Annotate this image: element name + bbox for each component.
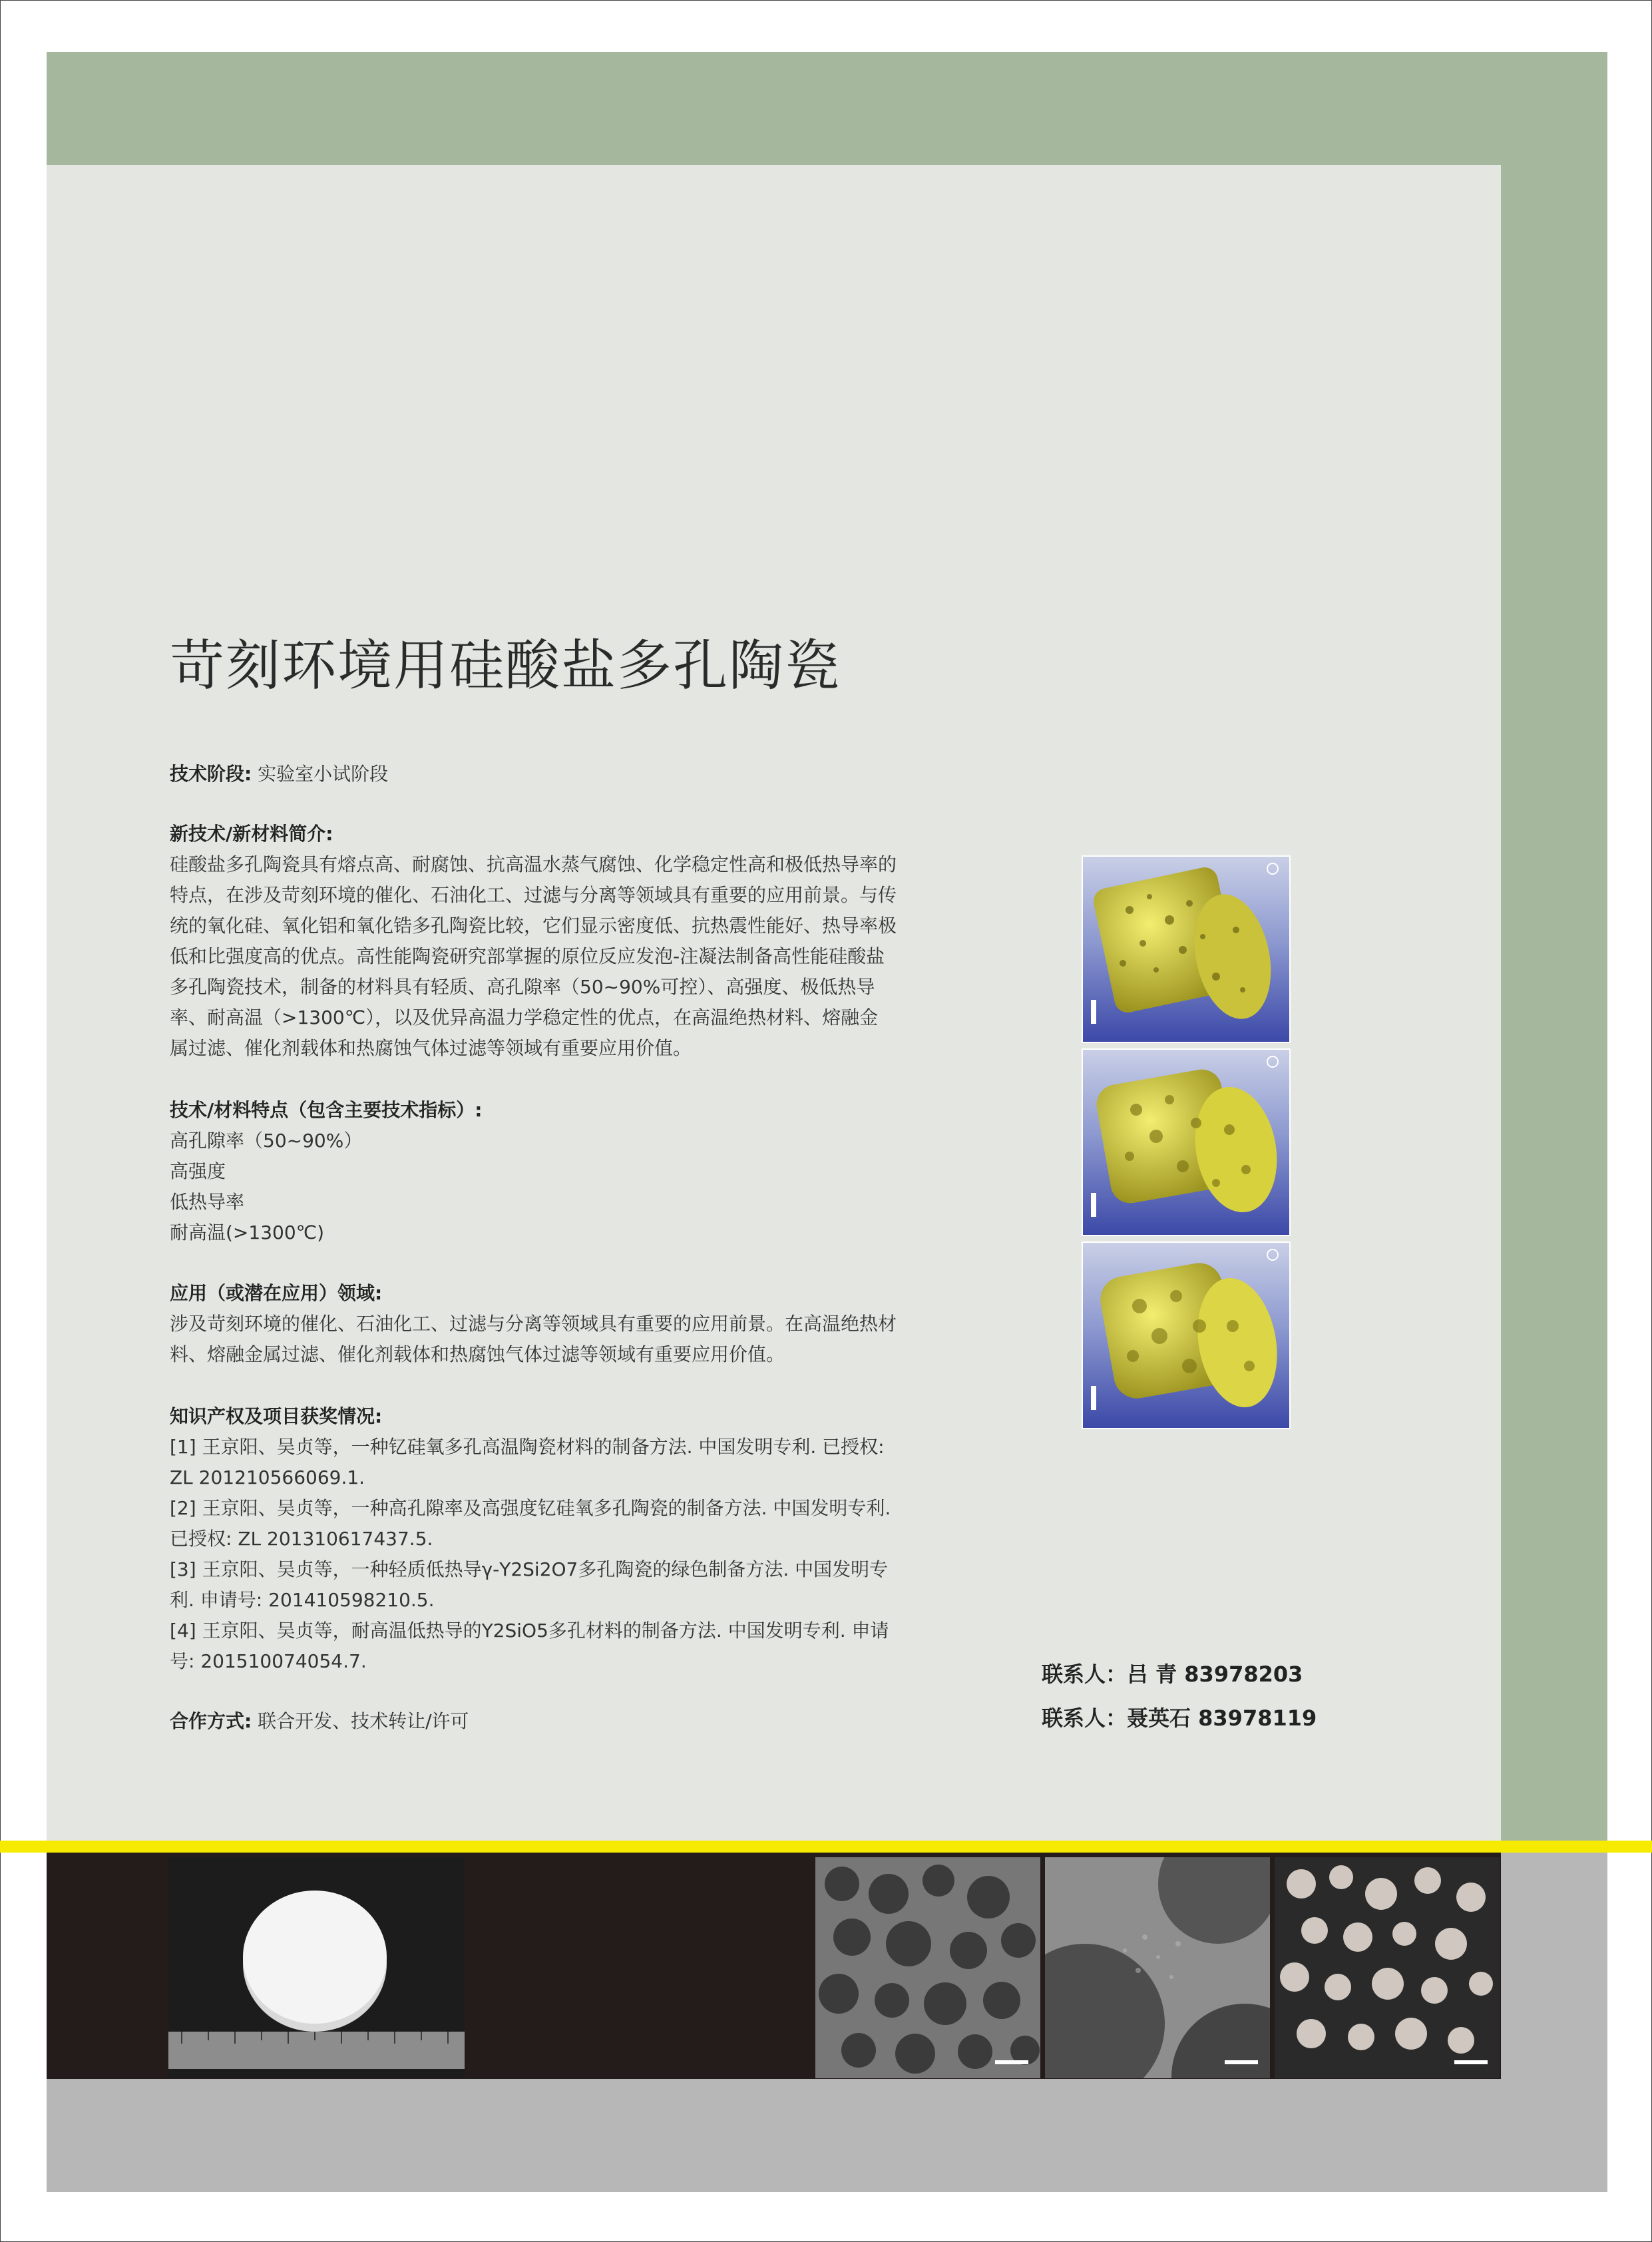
- ip-line: [1] 王京阳、吴贞等，一种钇硅氧多孔高温陶瓷材料的制备方法. 中国发明专利. 已授权:: [170, 1436, 885, 1458]
- intro-section: [170, 819, 935, 1064]
- intro-line: 率、耐高温（>1300℃），以及优异高温力学稳定性的优点，在高温绝热材料、熔融金: [170, 1007, 879, 1028]
- ip-line: [2] 王京阳、吴贞等，一种高孔隙率及高强度钇硅氧多孔陶瓷的制备方法. 中国发明专利.: [170, 1497, 891, 1519]
- contact-line: 联系人：聂英石 83978119: [1042, 1705, 1317, 1731]
- feature-item: 高强度: [170, 1160, 226, 1182]
- ip-line: [3] 王京阳、吴贞等，一种轻质低热导γ-Y2Si2O7多孔陶瓷的绿色制备方法. 中国发明专: [170, 1558, 889, 1580]
- foam-render-b: [1082, 1048, 1291, 1236]
- features-section: [170, 1095, 935, 1248]
- features-heading: 技术/材料特点（包含主要技术指标）:: [170, 1099, 483, 1121]
- intro-line: 属过滤、催化剂载体和热腐蚀气体过滤等领域有重要应用价值。: [170, 1037, 692, 1059]
- cooperation: [170, 1706, 935, 1737]
- cooperation-label: 合作方式:: [170, 1710, 252, 1732]
- tech-stage-label: 技术阶段:: [170, 763, 252, 785]
- applications-heading: 应用（或潜在应用）领域:: [170, 1282, 383, 1304]
- feature-item: 低热导率: [170, 1191, 245, 1213]
- intro-line: 硅酸盐多孔陶瓷具有熔点高、耐腐蚀、抗高温水蒸气腐蚀、化学稳定性高和极低热导率的: [170, 853, 897, 875]
- intro-line: 特点，在涉及苛刻环境的催化、石油化工、过滤与分离等领域具有重要的应用前景。与传: [170, 884, 897, 906]
- feature-item: 高孔隙率（50~90%）: [170, 1130, 363, 1152]
- ip-line: [4] 王京阳、吴贞等，耐高温低热导的Y2SiO5多孔材料的制备方法. 中国发明专利. 申请: [170, 1620, 889, 1642]
- applications-line: 料、熔融金属过滤、催化剂载体和热腐蚀气体过滤等领域有重要应用价值。: [170, 1343, 785, 1365]
- intro-line: 多孔陶瓷技术，制备的材料具有轻质、高孔隙率（50~90%可控）、高强度、极低热导: [170, 976, 875, 998]
- ip-line: 利. 申请号: 201410598210.5.: [170, 1589, 435, 1611]
- applications-section: [170, 1278, 935, 1370]
- ip-line: 已授权: ZL 201310617437.5.: [170, 1528, 433, 1550]
- foam-render-a: [1082, 855, 1291, 1043]
- intro-heading: 新技术/新材料简介:: [170, 823, 333, 845]
- intro-line: 统的氧化硅、氧化铝和氧化锆多孔陶瓷比较，它们显示密度低、抗热震性能好、热导率极: [170, 915, 897, 937]
- cooperation-value: 联合开发、技术转让/许可: [258, 1710, 469, 1732]
- feature-item: 耐高温(>1300℃): [170, 1222, 325, 1243]
- contacts: [1042, 1652, 1317, 1740]
- foam-render-c: [1082, 1241, 1291, 1429]
- sem-micrograph-c: [1275, 1857, 1500, 2078]
- ip-section: [170, 1401, 935, 1677]
- page-title: 苛刻环境用硅酸盐多孔陶瓷: [170, 634, 841, 698]
- ip-line: ZL 201210566069.1.: [170, 1466, 365, 1488]
- yellow-divider-line: [0, 1841, 1652, 1853]
- ip-heading: 知识产权及项目获奖情况:: [170, 1405, 383, 1427]
- intro-line: 低和比强度高的优点。高性能陶瓷研究部掌握的原位反应发泡-注凝法制备高性能硅酸盐: [170, 945, 885, 967]
- ip-line: 号: 201510074054.7.: [170, 1650, 367, 1672]
- sem-micrograph-b: [1045, 1857, 1270, 2078]
- contact-line: 联系人：吕 青 83978203: [1042, 1662, 1303, 1687]
- tech-stage: [170, 759, 935, 789]
- tech-stage-value: 实验室小试阶段: [258, 763, 389, 785]
- applications-line: 涉及苛刻环境的催化、石油化工、过滤与分离等领域具有重要的应用前景。在高温绝热材: [170, 1313, 897, 1335]
- ceramic-disc-photo: [168, 1857, 465, 2078]
- sem-micrograph-a: [815, 1857, 1040, 2078]
